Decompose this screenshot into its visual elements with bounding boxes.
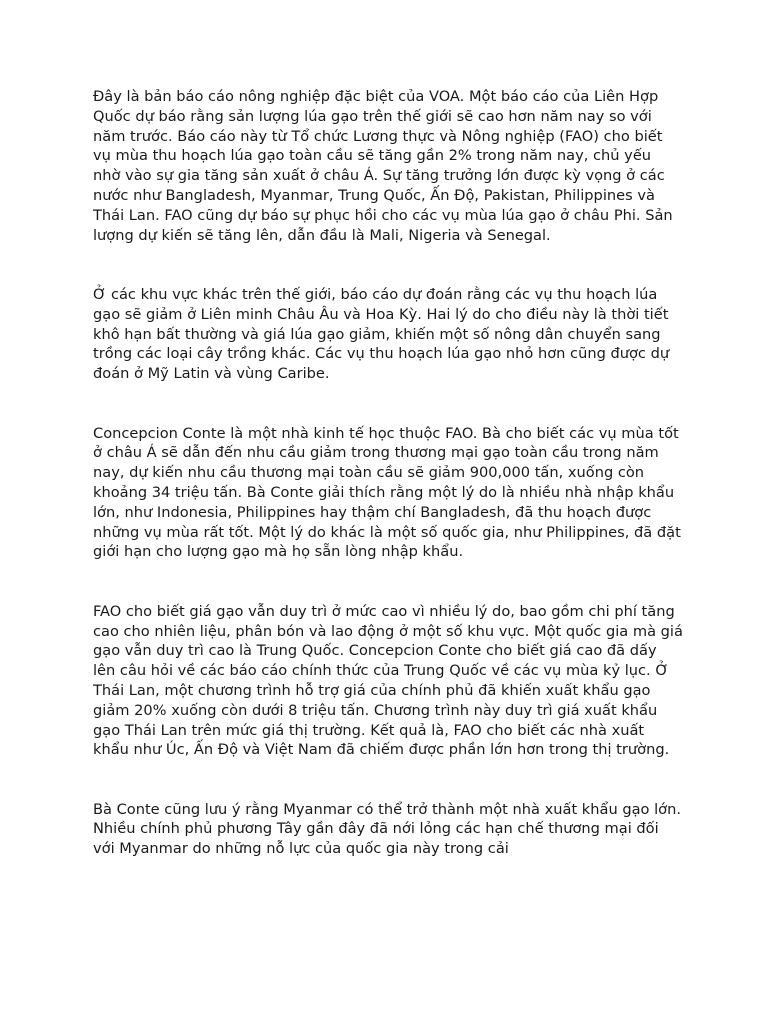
paragraph: Bà Conte cũng lưu ý rằng Myanmar có thể trở thành một nhà xuất khẩu gạo lớn. Nhiều chính phủ phương Tây gần đây đã nới lỏng các hạn chế thương mại đối với Myanmar do những nỗ lực của quốc gia này trong cải	[93, 800, 681, 858]
paragraph: FAO cho biết giá gạo vẫn duy trì ở mức cao vì nhiều lý do, bao gồm chi phí tăng cao cho nhiên liệu, phân bón và lao động ở một số khu vực. Một quốc gia mà giá gạo vẫn duy trì cao là Trung Quốc. Concepcion Conte cho biết giá cao đã dấy lên câu hỏi về các báo cáo chính thức của Trung Quốc về các vụ mùa kỷ lục. Ở Thái Lan, một chương trình hỗ trợ giá của chính phủ đã khiến xuất khẩu gạo giảm 20% xuống còn dưới 8 triệu tấn. Chương trình này duy trì giá xuất khẩu gạo Thái Lan trên mức giá thị trường. Kết quả là, FAO cho biết các nhà xuất khẩu như Úc, Ấn Độ và Việt Nam đã chiếm được phần lớn hơn trong thị trường.	[93, 602, 683, 759]
document-body	[93, 87, 683, 899]
paragraph: Ở các khu vực khác trên thế giới, báo cáo dự đoán rằng các vụ thu hoạch lúa gạo sẽ giảm ở Liên minh Châu Âu và Hoa Kỳ. Hai lý do cho điều này là thời tiết khô hạn bất thường và giá lúa gạo giảm, khiến một số nông dân chuyển sang trồng các loại cây trồng khác. Các vụ thu hoạch lúa gạo nhỏ hơn cũng được dự đoán ở Mỹ Latin và vùng Caribe.	[93, 285, 670, 383]
paragraph: Concepcion Conte là một nhà kinh tế học thuộc FAO. Bà cho biết các vụ mùa tốt ở châu Á sẽ dẫn đến nhu cầu giảm trong thương mại gạo toàn cầu trong năm nay, dự kiến nhu cầu thương mại toàn cầu sẽ giảm 900,000 tấn, xuống còn khoảng 34 triệu tấn. Bà Conte giải thích rằng một lý do là nhiều nhà nhập khẩu lớn, như Indonesia, Philippines hay thậm chí Bangladesh, đã thu hoạch được những vụ mùa rất tốt. Một lý do khác là một số quốc gia, như Philippines, đã đặt giới hạn cho lượng gạo mà họ sẵn lòng nhập khẩu.	[93, 424, 681, 561]
paragraph: Đây là bản báo cáo nông nghiệp đặc biệt của VOA. Một báo cáo của Liên Hợp Quốc dự báo rằng sản lượng lúa gạo trên thế giới sẽ cao hơn năm nay so với năm trước. Báo cáo này từ Tổ chức Lương thực và Nông nghiệp (FAO) cho biết vụ mùa thu hoạch lúa gạo toàn cầu sẽ tăng gần 2% trong năm nay, chủ yếu nhờ vào sự gia tăng sản xuất ở châu Á. Sự tăng trưởng lớn được kỳ vọng ở các nước như Bangladesh, Myanmar, Trung Quốc, Ấn Độ, Pakistan, Philippines và Thái Lan. FAO cũng dự báo sự phục hồi cho các vụ mùa lúa gạo ở châu Phi. Sản lượng dự kiến sẽ tăng lên, dẫn đầu là Mali, Nigeria và Senegal.	[93, 88, 673, 244]
